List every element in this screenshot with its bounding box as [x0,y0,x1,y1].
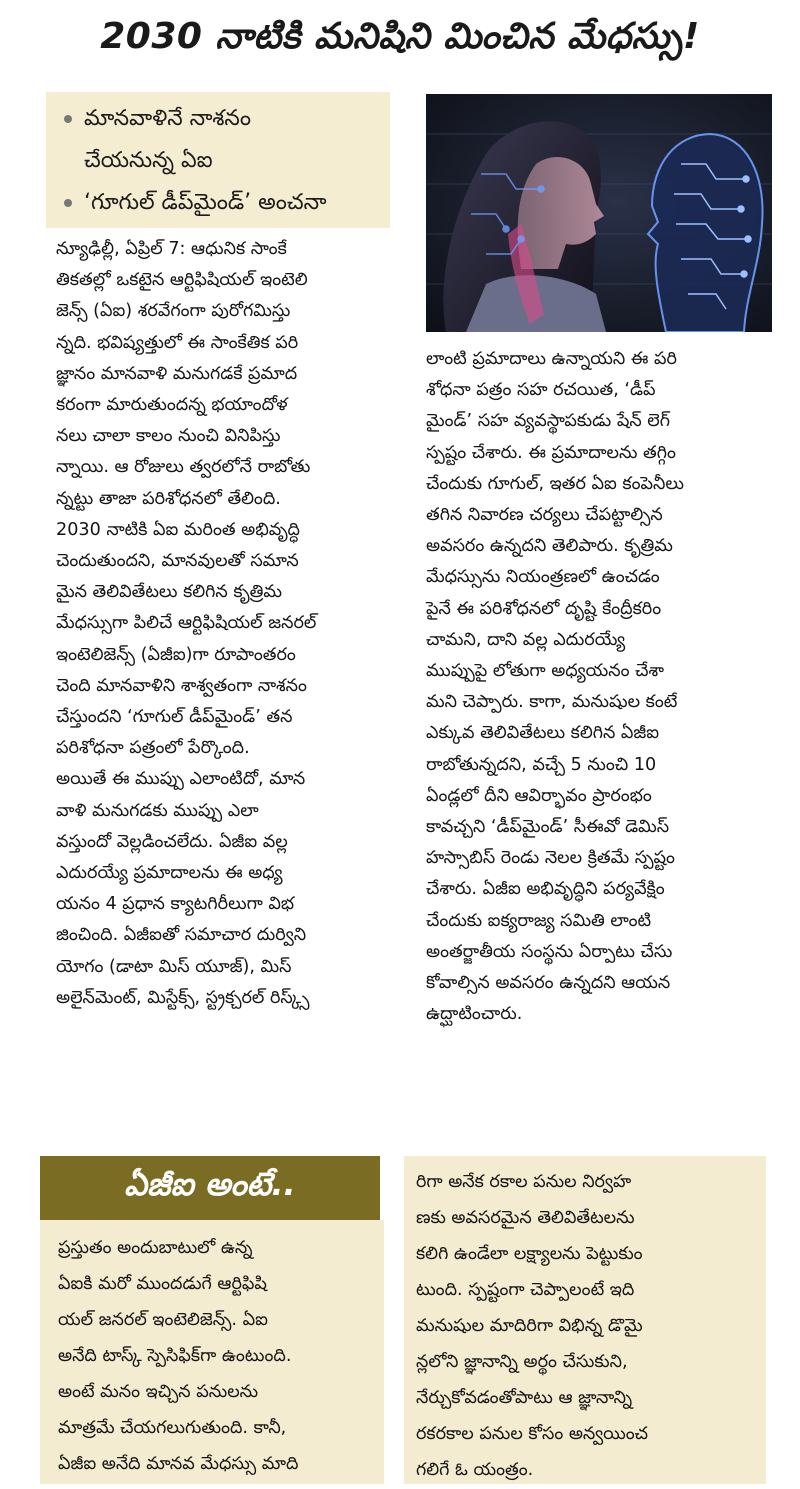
sidebar-title: ఏజీఐ అంటే.. [40,1156,380,1220]
article-body-right: లాంటి ప్రమాదాలు ఉన్నాయని ఈ పరి శోధనా పత్రం సహ రచయిత, ‘డీప్ మైండ్’ సహ వ్యవస్థాపకుడు షేన్ లెగ్ స్పష్టం చేశారు. ఈ ప్రమాదాలను తగ్గిం చేందుకు గూగుల్, ఇతర ఏఐ కంపెనీలు తగిన నివారణ చర్యలు చేపట్టాల్సిన అవసరం ఉన్నదని తెలిపారు. కృత్రిమ మేధస్సును నియంత్రణలో ఉంచడం పైనే ఈ పరిశోధనలో దృష్టి కేంద్రీకరిం చామని, దాని వల్ల ఎదురయ్యే ముప్పుపై లోతుగా అధ్యయనం చేశా మని చెప్పారు. కాగా, మనుషుల కంటే ఎక్కువ తెలివితేటలు కలిగిన ఏజీఐ రాబోతున్నదని, వచ్చే 5 నుంచి 10 ఏండ్లలో దీని ఆవిర్భావం ప్రారంభం కావచ్చని ‘డీప్‌మైండ్’ సీఈవో డెమిస్ హస్సాబిస్ రెండు నెలల క్రితమే స్పష్టం చేశారు. ఏజీఐ అభివృద్ధిని పర్యవేక్షిం చేందుకు ఐక్యరాజ్య సమితి లాంటి అంతర్జాతీయ సంస్థను ఏర్పాటు చేసు కోవాల్సిన అవసరం ఉన్నదని ఆయన ఉద్ఘాటించారు. [426,349,684,1025]
ai-face-illustration [426,94,772,332]
bullet-item-1 [58,98,378,140]
sidebar-box-right [404,1156,766,1484]
sidebar-text-right: రిగా అనేక రకాల పనుల నిర్వహ ణకు అవసరమైన తెలివితేటలను కలిగి ఉండేలా లక్ష్యాలను పెట్టుకుం టుంది. స్పష్టంగా చెప్పాలంటే ఇది మనుషుల మాదిరిగా విభిన్న డొమై న్లలోని జ్ఞానాన్ని అర్థం చేసుకుని, నేర్చుకోవడంతోపాటు ఆ జ్ఞానాన్ని రకరకాల పనుల కోసం అన్వయించ గలిగే ఓ యంత్రం. [416,1172,649,1480]
ai-face-circuit-icon [426,94,772,332]
headline: 2030 నాటికి మనిషిని మించిన మేధస్సు! [100,16,700,57]
bullet-item-2 [58,182,378,224]
summary-bullets [46,92,390,228]
bullet-text-1b: చేయనున్న ఏఐ [84,148,213,173]
article-body-left: న్యూఢిల్లీ, ఏప్రిల్ 7: ఆధునిక సాంకే తికతల్లో ఒకటైన ఆర్టిఫిషియల్ ఇంటెలి జెన్స్ (ఏఐ) శరవేగంగా పురోగమిస్తు న్నది. భవిష్యత్తులో ఈ సాంకేతిక పరి జ్ఞానం మానవాళి మనుగడకే ప్రమాద కరంగా మారుతుందన్న భయాందోళ నలు చాలా కాలం నుంచి వినిపిస్తు న్నాయి. ఆ రోజులు త్వరలోనే రాబోతు న్నట్టు తాజా పరిశోధనలో తేలింది. 2030 నాటికి ఏఐ మరింత అభివృద్ధి చెందుతుందని, మానవులతో సమాన మైన తెలివితేటలు కలిగిన కృత్రిమ మేధస్సుగా పిలిచే ఆర్టిఫిషియల్ జనరల్ ఇంటెలిజెన్స్ (ఏజీఐ)గా రూపాంతరం చెంది మానవాళిని శాశ్వతంగా నాశనం చేస్తుందని ‘గూగుల్ డీప్‌మైండ్’ తన పరిశోధనా పత్రంలో పేర్కొంది. అయితే ఈ ముప్పు ఎలాంటిదో, మాన వాళి మనుగడకు ముప్పు ఎలా వస్తుందో వెల్లడించలేదు. ఏజీఐ వల్ల ఎదురయ్యే ప్రమాదాలను ఈ అధ్య యనం 4 ప్రధాన క్యాటగిరీలుగా విభ జించింది. ఏజీఐతో సమాచార దుర్విని యోగం (డాటా మిస్ యూజ్), మిస్ అలైన్‌మెంట్, మిస్టేక్స్, స్ట్రక్చరల్ రిస్క్స్ [56,239,317,1008]
bullet-dot-icon [64,199,72,207]
bullet-dot-icon [64,115,72,123]
bullet-text-2: ‘గూగుల్ డీప్‌మైండ్’ అంచనా [84,190,327,215]
bullet-item-1-cont [58,140,378,182]
sidebar-text-left: ప్రస్తుతం అందుబాటులో ఉన్న ఏఐకి మరో ముందడుగే ఆర్టిఫిషి యల్ జనరల్ ఇంటెలిజెన్స్. ఏఐ అనేది టాస్క్ స్పెసిఫిక్‌గా ఉంటుంది. అంటే మనం ఇచ్చిన పనులను మాత్రమే చేయగలుగుతుంది. కానీ, ఏజీఐ అనేది మానవ మేధస్సు మాది [58,1238,299,1474]
sidebar-box-left [40,1220,384,1484]
bullet-text-1a: మానవాళినే నాశనం [84,106,252,131]
